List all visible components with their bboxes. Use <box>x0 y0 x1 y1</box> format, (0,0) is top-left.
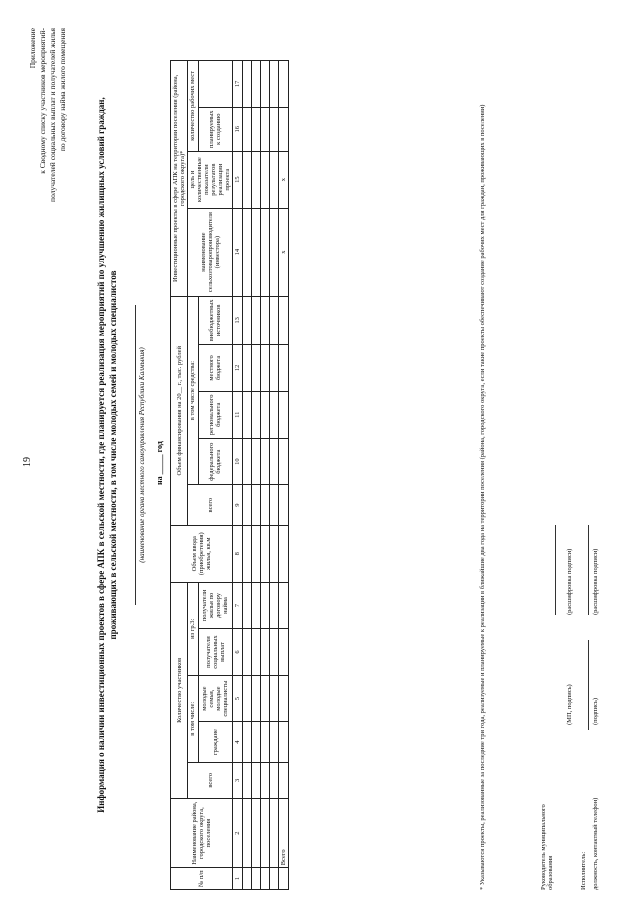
col-number: 13 <box>233 296 243 344</box>
col-number: 5 <box>233 675 243 722</box>
org-caption-block <box>135 305 146 605</box>
participants-total-header: всего <box>188 762 233 798</box>
footnote: * Указываются проекты, реализованные за последние три года, реализуемые и планируемые к реализации в ближайшие два года на территории поселения (района, городского округа, если такие проекты обеспечивают создание рабочих мест для граждан, проживающих в поселении) <box>479 104 486 890</box>
col-number: 9 <box>233 485 243 525</box>
col-number: 3 <box>233 762 243 798</box>
decode-caption-2: (расшифровка подписи) <box>592 548 599 615</box>
planned-header: планируемых к созданию <box>198 107 232 151</box>
appendix-note <box>28 28 68 328</box>
appendix-line: к Сводному списку участников мероприятий- <box>38 28 47 174</box>
table-row <box>252 61 261 890</box>
reg-header: регионального бюджета <box>198 391 232 438</box>
org-caption: (наименование органа местного самоуправления Республики Калмыкия) <box>138 347 146 563</box>
appendix-line: по договору найма жилого помещения <box>58 28 67 152</box>
title-line: проживающих в сельской местности, в том числе молодых семей и молодых специалистов <box>108 270 118 640</box>
appendix-line: Приложение <box>28 28 37 69</box>
finance-header: Объем финансирования на 20__ г., тыс. рублей <box>171 296 188 525</box>
col-number: 8 <box>233 525 243 582</box>
org-blank-line <box>135 305 136 605</box>
jobs-header: количество рабочих мест <box>188 61 199 152</box>
col-number: 4 <box>233 722 243 762</box>
document-title <box>95 85 119 825</box>
number-row <box>233 61 243 890</box>
year-line: на _____ год <box>155 441 164 485</box>
of-gr3-header: из гр.3: <box>188 582 199 675</box>
participants-incl-header: в том числе: <box>188 675 199 762</box>
table-row <box>243 61 252 890</box>
table-row <box>261 61 270 890</box>
total-label: Всего <box>279 798 289 867</box>
mp-caption: (МП, подпись) <box>566 684 573 725</box>
col-number: 6 <box>233 629 243 676</box>
decode-line-1 <box>555 525 556 615</box>
total-x: x <box>279 208 289 296</box>
executor-label: Исполнитель: <box>580 851 587 890</box>
invest-header: Инвестиционные проекты в сфере АПК на территории поселения (района, городского округа)* <box>171 61 188 297</box>
investment-table <box>170 60 289 890</box>
executor-sub: должность, контактный телефон) <box>592 797 599 890</box>
decode-caption-1: (расшифровка подписи) <box>566 548 573 615</box>
goal-header: цель и количественные показатели результатов реализации проекта <box>188 151 233 208</box>
col-number: 2 <box>233 798 243 867</box>
loc-header: местного бюджета <box>198 345 232 392</box>
young-header: молодые семьи, молодые специалисты <box>198 675 232 722</box>
participants-header: Количество участников <box>171 582 188 798</box>
col-num-header: № п/п <box>171 868 233 890</box>
citizens-header: граждане <box>198 722 232 762</box>
col-number: 7 <box>233 582 243 629</box>
ext-header: внебюджетных источников <box>198 296 232 344</box>
appendix-line: получателей социальных выплат и получателей жилья <box>48 28 57 202</box>
decode-line-2 <box>588 525 589 615</box>
fed-header: федерального бюджета <box>198 438 232 485</box>
col-number: 1 <box>233 868 243 890</box>
total-row <box>279 61 289 890</box>
planned-header-2 <box>198 61 232 108</box>
total-x: x <box>279 151 289 208</box>
fin-total-header: всего <box>188 485 233 525</box>
fin-incl-header: в том числе средства: <box>188 296 199 485</box>
head-label: Руководитель муниципального образования <box>540 804 554 890</box>
header-row-2 <box>188 61 199 890</box>
title-line: Информация о наличии инвестиционных проектов в сфере АПК в сельской местности, где планируется реализация мероприятий по улучшению жилищных условий граждан, <box>96 97 106 813</box>
soc-header: получатели социальных выплат <box>198 629 232 676</box>
col-number: 14 <box>233 208 243 296</box>
header-row-1 <box>171 61 188 890</box>
col-number: 16 <box>233 107 243 151</box>
col-number: 15 <box>233 151 243 208</box>
col-number: 12 <box>233 345 243 392</box>
area-header: Объем ввода (приобретения) жилья, кв.м <box>171 525 233 582</box>
sign-caption: (подпись) <box>592 698 599 725</box>
sign-line <box>588 640 589 730</box>
org-header: наименование сельхозтоваропроизводителя (инвестора) <box>188 208 233 296</box>
table-row <box>270 61 279 890</box>
col-number: 17 <box>233 61 243 108</box>
page-number: 19 <box>22 457 33 467</box>
lease-header: получатели жилья по договору найма <box>198 582 232 629</box>
col-name-header: Наименование района, городского округа, поселения <box>171 798 233 867</box>
col-number: 10 <box>233 438 243 485</box>
col-number: 11 <box>233 391 243 438</box>
